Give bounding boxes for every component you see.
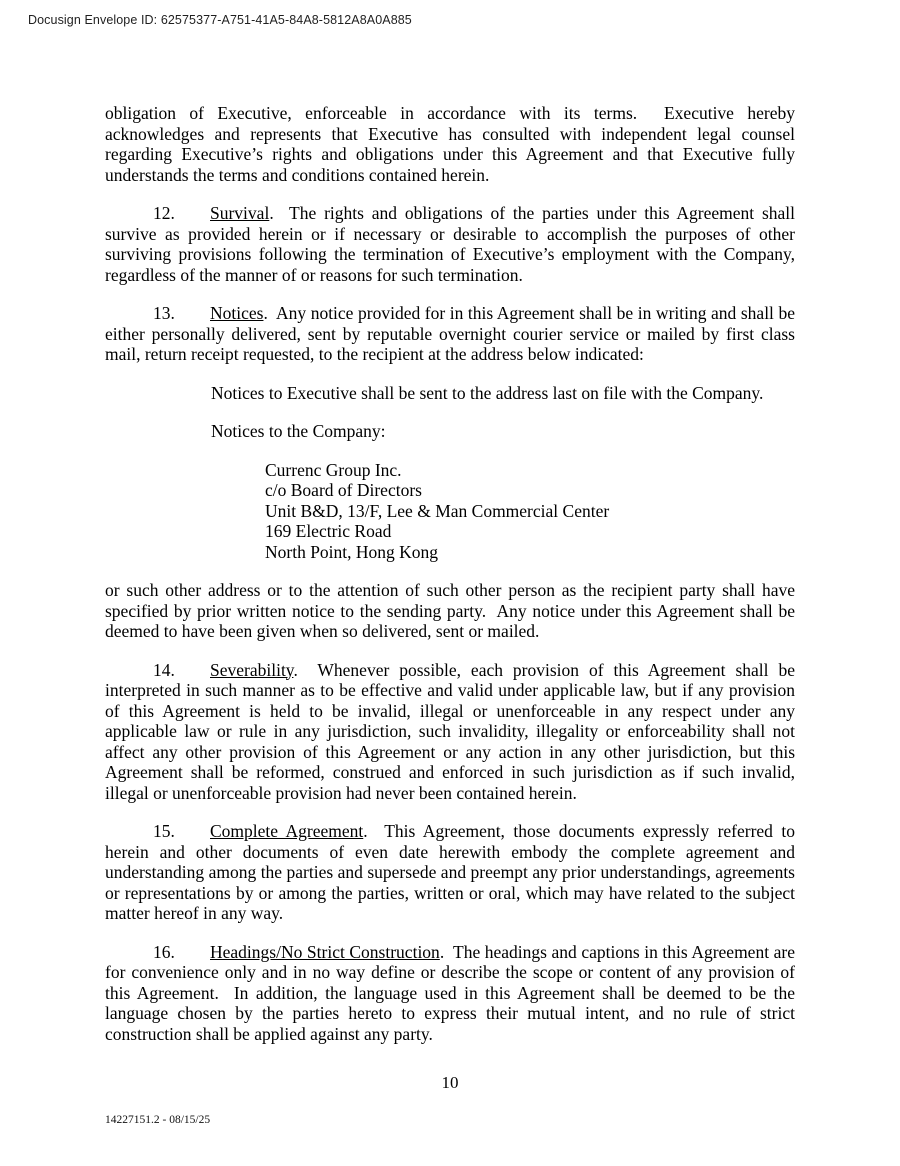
section-14-body: . Whenever possible, each provision of this Agreement shall be interpreted in such manner as to be effective and valid under applicable law, but if any provision of this Agreement is held to be invalid, illegal or unenforceable in any respect under any applicable law or rule in any jurisdiction, such invalidity, illegality or enforceability shall not affect any other provision of this Agreement or any action in any other jurisdiction, but this Agreement shall be reformed, construed and enforced in such jurisdiction as if such invalid, illegal or unenforceable provision had never been contained herein. — [105, 659, 800, 803]
section-15-number: 15. — [153, 821, 175, 841]
section-15-body: . This Agreement, those documents expressly referred to herein and other documents of even date herewith embody the complete agreement and understanding among the parties and supersede and preempt any prior understandings, agreements or representations by or among the parties, written or oral, which may have related to the subject matter hereof in any way. — [105, 821, 800, 923]
docusign-envelope-id: Docusign Envelope ID: 62575377-A751-41A5-84A8-5812A8A0A885 — [28, 13, 412, 27]
section-12-number: 12. — [153, 203, 175, 223]
page-number: 10 — [441, 1073, 459, 1092]
paragraph-continuation: obligation of Executive, enforceable in accordance with its terms. Executive hereby acknowledges and represents that Executive has consulted with independent legal counsel regarding Executive’s rights and obligations under this Agreement and that Executive fully understands the terms and conditions contained herein. — [105, 103, 800, 185]
section-15-complete-agreement — [105, 821, 800, 924]
section-12-body: . The rights and obligations of the parties under this Agreement shall survive as provided herein or if necessary or desirable to accomplish the purposes of other surviving provisions following the termination of Executive’s employment with the Company, regardless of the manner of or reasons for such termination. — [105, 203, 800, 285]
notice-to-company-label: Notices to the Company: — [211, 421, 386, 441]
section-16-body: . The headings and captions in this Agreement are for convenience only and in no way define or describe the scope or content of any provision of this Agreement. In addition, the language used in this Agreement shall be deemed to be the language chosen by the parties hereto to express their mutual intent, and no rule of strict construction shall be applied against any party. — [105, 941, 800, 1044]
document-reference: 14227151.2 - 08/15/25 — [105, 1114, 211, 1126]
section-16-headings — [105, 941, 800, 1045]
notice-to-executive: Notices to Executive shall be sent to the address last on file with the Company. — [211, 382, 764, 403]
company-address-name: Currenc Group Inc. — [265, 459, 402, 480]
company-address-city: North Point, Hong Kong — [265, 541, 439, 562]
section-14-severability — [105, 659, 800, 804]
section-12-survival — [105, 203, 800, 285]
section-13-notices — [105, 303, 800, 365]
section-16-number: 16. — [153, 941, 175, 962]
company-address-care-of: c/o Board of Directors — [265, 480, 422, 500]
document-body — [105, 103, 800, 1062]
section-13-body: . Any notice provided for in this Agreement shall be in writing and shall be either personally delivered, sent by reputable overnight courier service or mailed by first class mail, return receipt requested, to the recipient at the address below indicated: — [105, 303, 800, 364]
paragraph-after-address: or such other address or to the attention of such other person as the recipient party shall have specified by prior written notice to the sending party. Any notice under this Agreement shall be deemed to have been given when so delivered, sent or mailed. — [105, 580, 800, 641]
section-13-heading: Notices — [210, 303, 264, 323]
section-14-number: 14. — [153, 659, 175, 680]
company-address-unit: Unit B&D, 13/F, Lee & Man Commercial Center — [265, 500, 610, 521]
section-13-number: 13. — [153, 303, 175, 323]
section-15-heading: Complete Agreement — [210, 821, 364, 841]
section-14-heading: Severability — [210, 659, 294, 680]
company-address-block — [265, 460, 795, 563]
section-12-heading: Survival — [210, 203, 270, 223]
company-address-street: 169 Electric Road — [265, 521, 392, 541]
section-16-heading: Headings/No Strict Construction — [210, 941, 440, 962]
